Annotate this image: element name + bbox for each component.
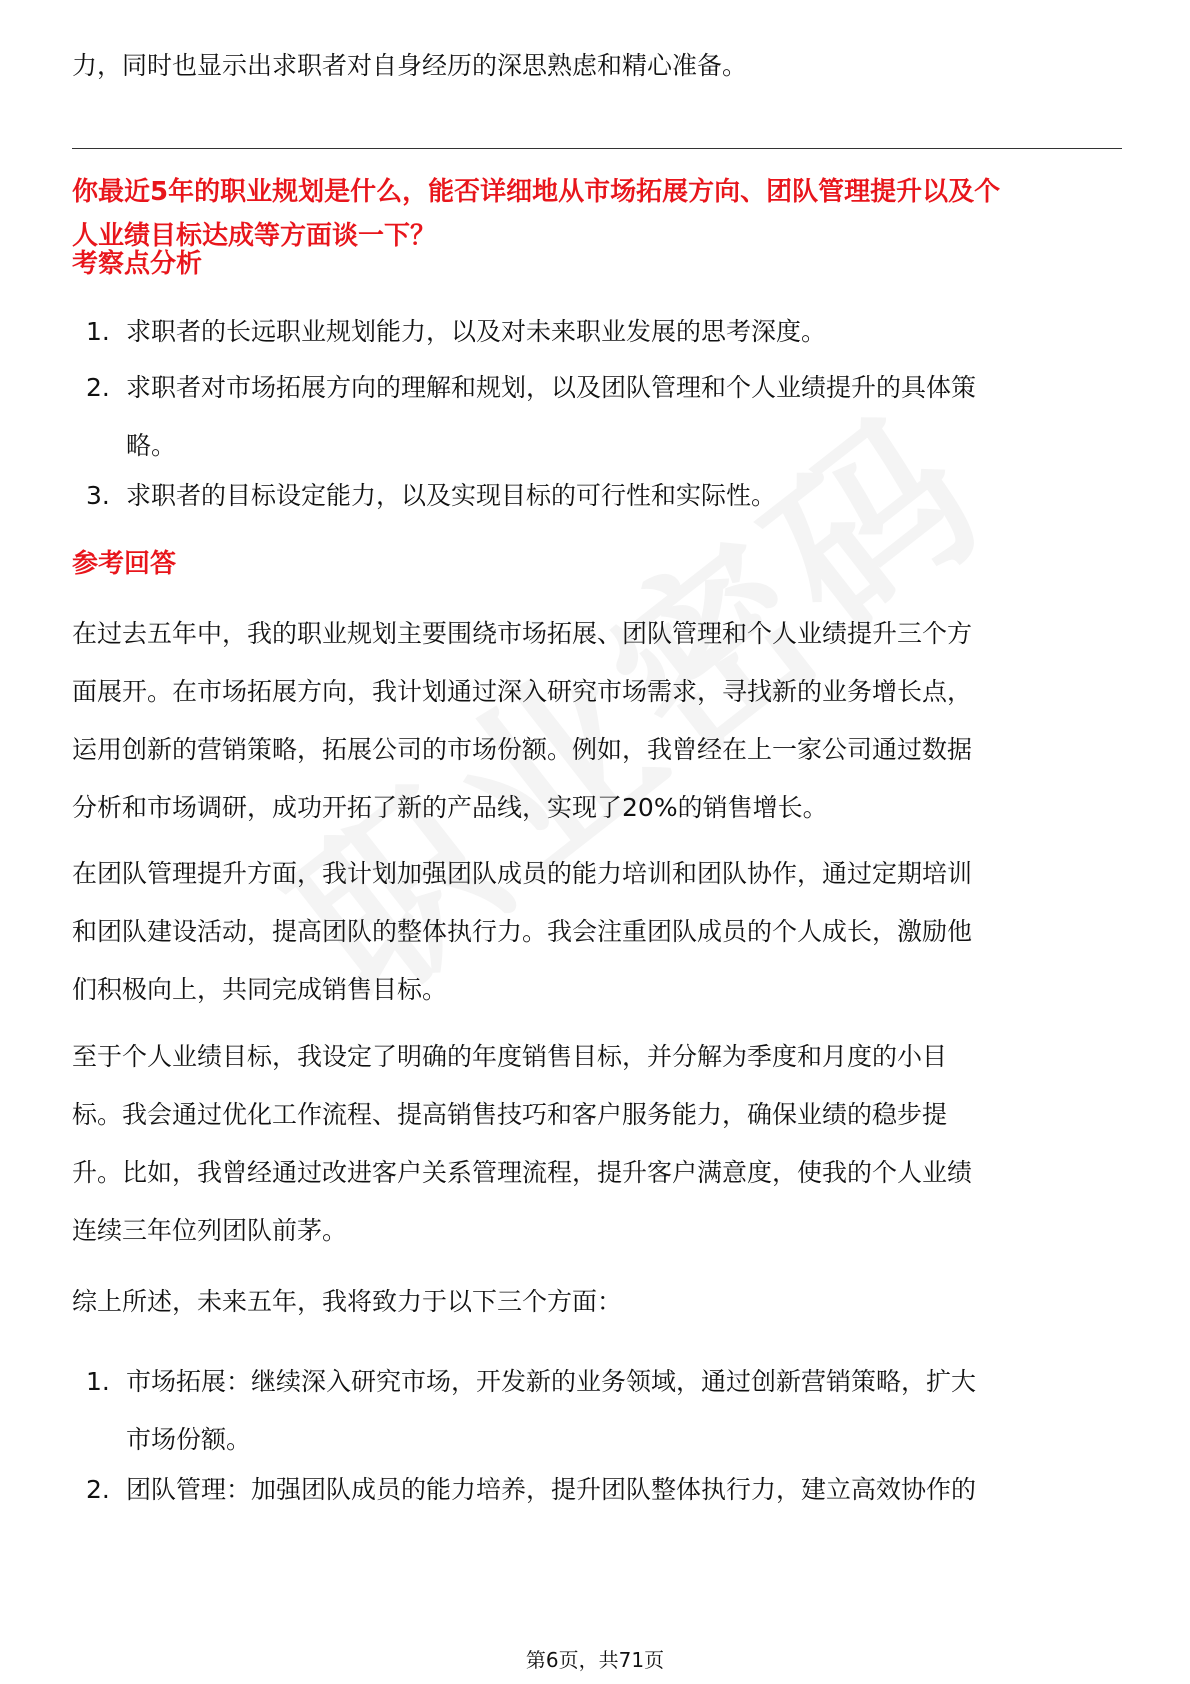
paragraph-line: 至于个人业绩目标，我设定了明确的年度销售目标，并分解为季度和月度的小目	[72, 1042, 948, 1071]
paragraph-line: 标。我会通过优化工作流程、提高销售技巧和客户服务能力，确保业绩的稳步提	[72, 1100, 948, 1129]
list-text: 求职者的目标设定能力，以及实现目标的可行性和实际性。	[126, 481, 777, 510]
question-line: 你最近5年的职业规划是什么，能否详细地从市场拓展方向、团队管理提升以及个	[72, 177, 1001, 207]
answer-paragraph	[72, 1273, 1122, 1331]
paragraph-line: 在团队管理提升方面，我计划加强团队成员的能力培训和团队协作，通过定期培训	[72, 859, 973, 888]
list-number: 3.	[86, 481, 110, 510]
answer-paragraph	[72, 845, 1122, 1019]
list-number: 1.	[86, 317, 110, 346]
answer-heading: 参考回答	[72, 549, 177, 579]
answer-paragraph	[72, 1028, 1122, 1260]
answer-paragraph	[72, 605, 1122, 837]
paragraph-line: 面展开。在市场拓展方向，我计划通过深入研究市场需求，寻找新的业务增长点，	[72, 677, 973, 706]
list-text: 市场拓展：继续深入研究市场，开发新的业务领域，通过创新营销策略，扩大	[126, 1367, 977, 1396]
list-number: 2.	[86, 373, 110, 402]
list-text: 团队管理：加强团队成员的能力培养，提升团队整体执行力，建立高效协作的	[126, 1475, 977, 1504]
paragraph-line: 分析和市场调研，成功开拓了新的产品线，实现了20%的销售增长。	[72, 793, 828, 822]
question-line: 人业绩目标达成等方面谈一下？	[72, 221, 437, 251]
paragraph-line: 连续三年位列团队前茅。	[72, 1216, 348, 1245]
paragraph-line: 升。比如，我曾经通过改进客户关系管理流程，提升客户满意度，使我的个人业绩	[72, 1158, 973, 1187]
continuation-text: 力，同时也显示出求职者对自身经历的深思熟虑和精心准备。	[72, 51, 748, 80]
analysis-heading: 考察点分析	[72, 249, 203, 279]
page-footer: 第6页，共71页	[525, 1648, 665, 1672]
list-text: 市场份额。	[126, 1425, 252, 1454]
paragraph-line: 在过去五年中，我的职业规划主要围绕市场拓展、团队管理和个人业绩提升三个方	[72, 619, 973, 648]
list-text: 求职者对市场拓展方向的理解和规划，以及团队管理和个人业绩提升的具体策	[126, 373, 977, 402]
list-text: 求职者的长远职业规划能力，以及对未来职业发展的思考深度。	[126, 317, 827, 346]
list-text: 略。	[126, 431, 177, 460]
section-divider	[72, 148, 1122, 149]
list-number: 1.	[86, 1367, 110, 1396]
paragraph-line: 运用创新的营销策略，拓展公司的市场份额。例如，我曾经在上一家公司通过数据	[72, 735, 973, 764]
paragraph-line: 和团队建设活动，提高团队的整体执行力。我会注重团队成员的个人成长，激励他	[72, 917, 973, 946]
question-heading	[72, 170, 1122, 258]
paragraph-line: 综上所述，未来五年，我将致力于以下三个方面：	[72, 1287, 623, 1316]
paragraph-line: 们积极向上，共同完成销售目标。	[72, 975, 448, 1004]
list-number: 2.	[86, 1475, 110, 1504]
